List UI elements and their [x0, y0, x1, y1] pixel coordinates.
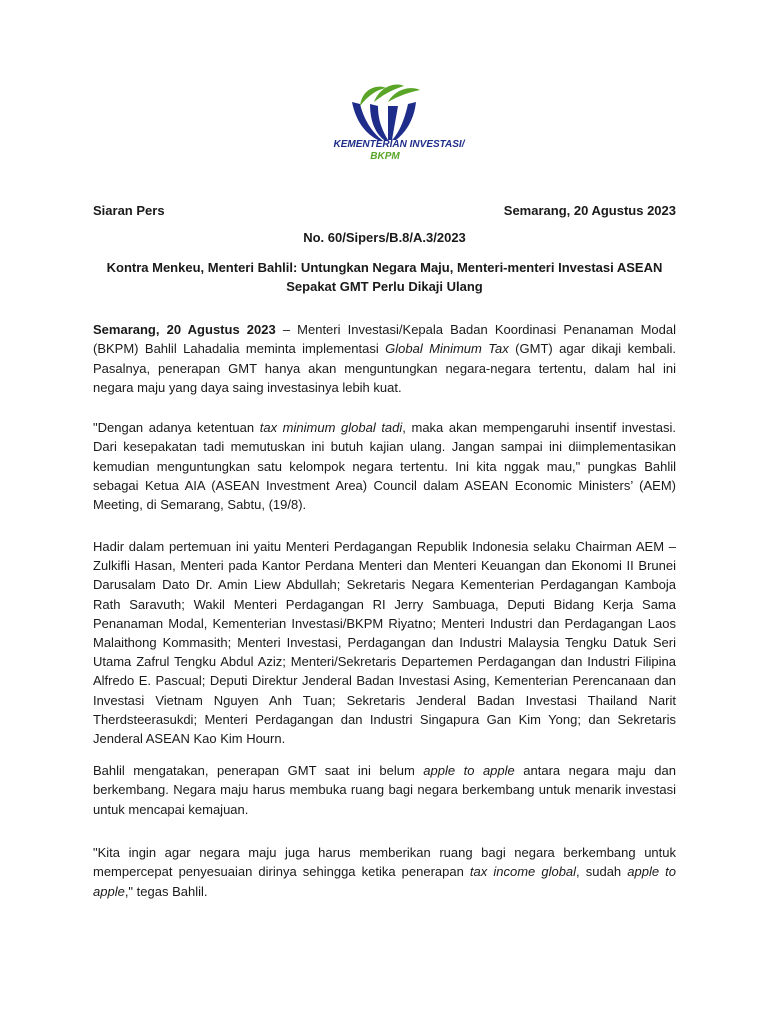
p5-emphasis-1: tax income global	[469, 864, 577, 880]
paragraph-5	[93, 843, 676, 901]
paragraph-1	[93, 320, 676, 397]
paragraph-2	[93, 418, 676, 514]
dateline-lead: Semarang, 20 Agustus 2023	[93, 322, 276, 337]
p4-text-a: Bahlil mengatakan, penerapan GMT saat ini belum	[93, 763, 424, 778]
release-number: No. 60/Sipers/B.8/A.3/2023	[303, 230, 466, 245]
release-date: Semarang, 20 Agustus 2023	[503, 203, 676, 218]
p4-text-b: antara negara maju dan berkembang. Negara maju harus membuka ruang bagi negara berkembang untuk menarik investasi untuk mencapai kemajuan.	[93, 763, 676, 817]
p2-emphasis: tax minimum global tadi	[259, 420, 403, 435]
p5-text-a: "Kita ingin agar negara maju juga harus memberikan ruang bagi negara berkembang untuk mempercepat penyesuaian dirinya sehingga ketika penerapan	[93, 845, 676, 880]
paragraph-3: Hadir dalam pertemuan ini yaitu Menteri Perdagangan Republik Indonesia selaku Chairman AEM – Zulkifli Hasan, Menteri pada Kantor Perdana Menteri dan Menteri Keuangan dan Ekonomi II Brunei Darusalam Dato Dr. Amin Liew Abdullah; Sekretaris Negara Kementerian Perdagangan Kamboja Rath Saravuth; Wakil Menteri Perdagangan RI Jerry Sambuaga, Deputi Bidang Kerja Sama Penanaman Modal, Kementerian Investasi/BKPM Riyatno; Menteri Industri dan Perdagangan Laos Malaithong Kommasith; Menteri Investasi, Perdagangan dan Industri Malaysia Tengku Datuk Seri Utama Zafrul Tengku Abdul Aziz; Menteri/Sekretaris Departemen Perdagangan dan Industri Filipina Alfredo E. Pascual; Deputi Direktur Jenderal Badan Investasi Asing, Kementerian Perencanaan dan Investasi Vietnam Nguyen Anh Tuan; Sekretaris Jenderal Badan Investasi Thailand Narit Therdsteerasukdi; Menteri Perdagangan dan Industri Singapura Gan Kim Yong; dan Sekretaris Jenderal ASEAN Kao Kim Hourn.	[93, 539, 676, 747]
release-label: Siaran Pers	[93, 203, 165, 218]
p5-text-b: , sudah	[576, 864, 628, 880]
p2-text-a: "Dengan adanya ketentuan	[93, 420, 260, 435]
p5-text-c: ," tegas Bahlil.	[124, 883, 208, 899]
title-line-2: Sepakat GMT Perlu Dikaji Ulang	[286, 279, 483, 294]
p2-text-b: , maka akan mempengaruhi insentif investasi. Dari kesepakatan tadi memutuskan ini butuh kajian ulang. Jangan sampai ini diimplementasikan kemudian menguntungkan satu kelompok negara tertentu. Ini kita nggak mau," pungkas Bahlil sebagai Ketua AIA (ASEAN Investment Area) Council dalam ASEAN Economic Ministers’ (AEM) Meeting, di Semarang, Sabtu, (19/8).	[93, 420, 676, 513]
p1-text-b: (GMT) agar dikaji kembali. Pasalnya, penerapan GMT hanya akan menguntungkan negara-negara tertentu, dalam hal ini negara maju yang daya saing investasinya lebih kuat.	[93, 341, 676, 395]
release-title	[93, 258, 676, 296]
p5-emphasis-2: apple to apple	[93, 864, 677, 899]
p1-emphasis: Global Minimum Tax	[385, 341, 509, 357]
p1-text-a: – Menteri Investasi/Kepala Badan Koordinasi Penanaman Modal (BKPM) Bahlil Lahadalia meminta implementasi	[93, 322, 676, 357]
title-line-1: Kontra Menkeu, Menteri Bahlil: Untungkan Negara Maju, Menteri-menteri Investasi ASEAN	[106, 260, 663, 275]
paragraph-4	[93, 761, 676, 819]
logo-subtitle: BKPM	[370, 151, 400, 162]
kementerian-investasi-logo-icon	[330, 82, 440, 142]
logo-title: KEMENTERIAN INVESTASI/	[333, 139, 465, 150]
p4-emphasis: apple to apple	[423, 763, 515, 778]
